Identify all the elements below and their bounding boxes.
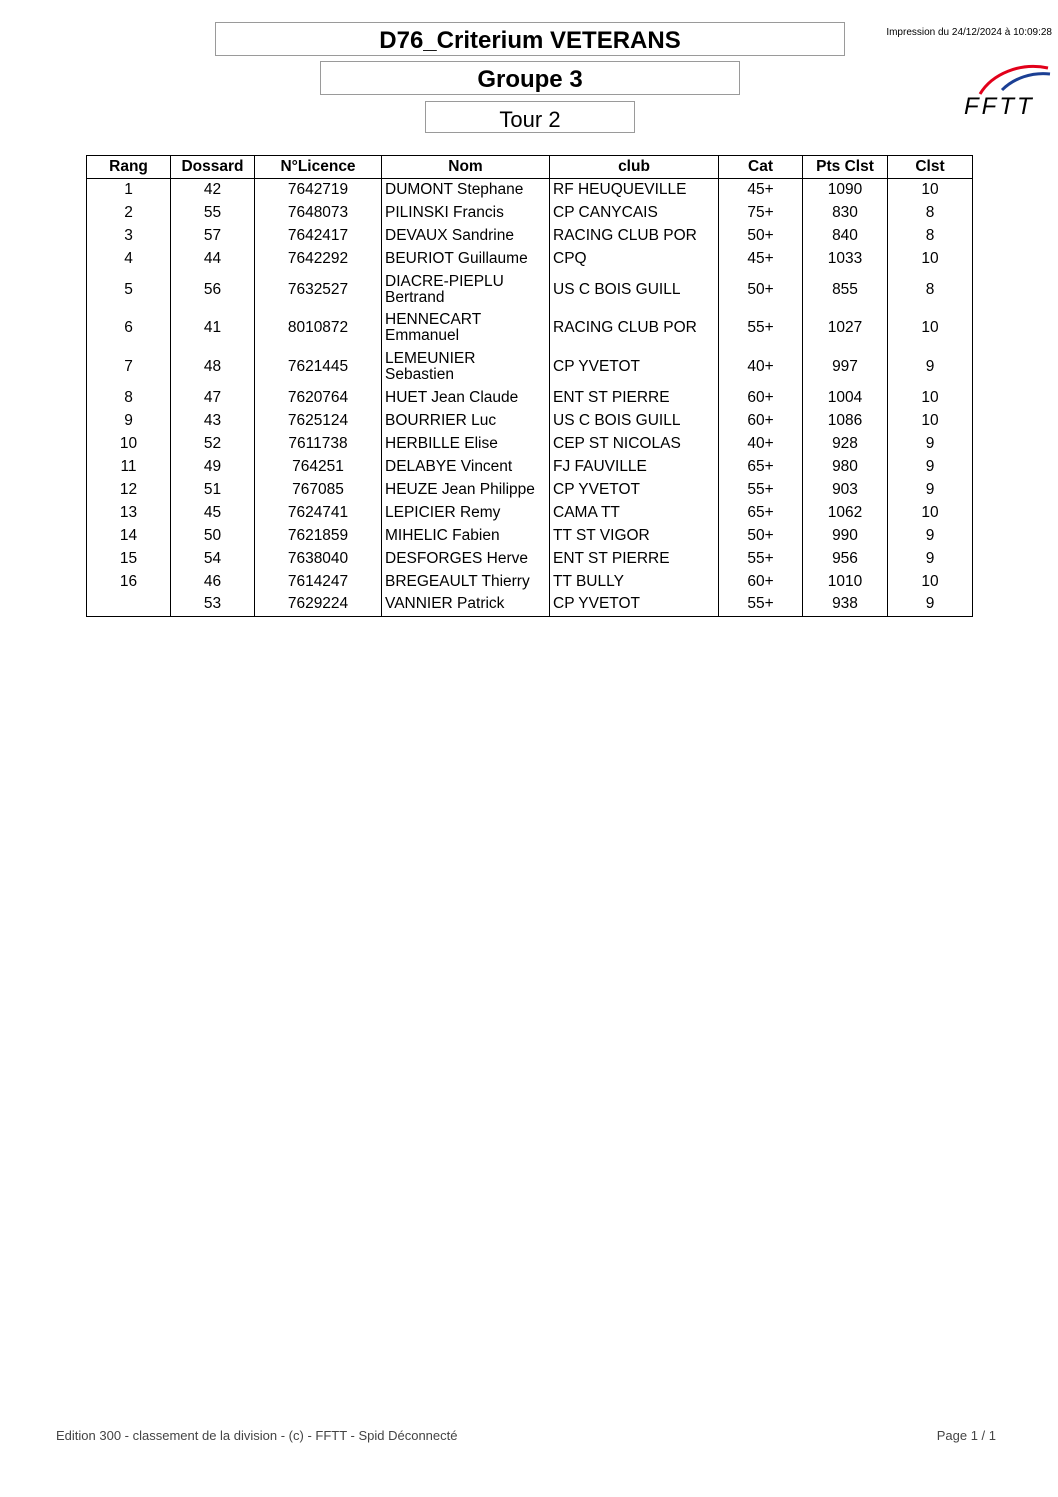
ranking-cell: 9 xyxy=(888,348,973,387)
column-header-dossard: Dossard xyxy=(171,156,255,179)
table-row xyxy=(87,202,973,225)
licence-cell: 7629224 xyxy=(255,593,382,616)
category-cell: 45+ xyxy=(719,248,803,271)
points-cell: 840 xyxy=(803,225,888,248)
ranking-cell: 8 xyxy=(888,225,973,248)
dossard-cell: 47 xyxy=(171,386,255,409)
category-cell: 55+ xyxy=(719,478,803,501)
ranking-cell: 9 xyxy=(888,478,973,501)
name-cell: VANNIER Patrick xyxy=(382,593,550,616)
points-cell: 938 xyxy=(803,593,888,616)
name-cell: LEMEUNIER Sebastien xyxy=(382,348,550,387)
table-row xyxy=(87,570,973,593)
table-row xyxy=(87,455,973,478)
table-row xyxy=(87,179,973,202)
name-cell: DUMONT Stephane xyxy=(382,179,550,202)
club-cell: ENT ST PIERRE xyxy=(550,547,719,570)
points-cell: 1004 xyxy=(803,386,888,409)
club-cell: US C BOIS GUILL xyxy=(550,271,719,310)
table-row xyxy=(87,225,973,248)
name-cell: BOURRIER Luc xyxy=(382,409,550,432)
dossard-cell: 55 xyxy=(171,202,255,225)
rang-cell: 14 xyxy=(87,524,171,547)
logo-blue-swoosh xyxy=(1002,74,1050,90)
category-cell: 65+ xyxy=(719,455,803,478)
ranking-cell: 10 xyxy=(888,570,973,593)
ranking-cell: 10 xyxy=(888,501,973,524)
ranking-cell: 8 xyxy=(888,202,973,225)
category-cell: 55+ xyxy=(719,547,803,570)
points-cell: 1086 xyxy=(803,409,888,432)
licence-cell: 7642292 xyxy=(255,248,382,271)
dossard-cell: 56 xyxy=(171,271,255,310)
name-cell: HENNECART Emmanuel xyxy=(382,309,550,348)
dossard-cell: 51 xyxy=(171,478,255,501)
points-cell: 855 xyxy=(803,271,888,310)
group-title: Groupe 3 xyxy=(320,61,740,95)
dossard-cell: 53 xyxy=(171,593,255,616)
ranking-cell: 10 xyxy=(888,386,973,409)
name-cell: BEURIOT Guillaume xyxy=(382,248,550,271)
column-header-rang: Rang xyxy=(87,156,171,179)
club-cell: RACING CLUB POR xyxy=(550,309,719,348)
ranking-cell: 10 xyxy=(888,309,973,348)
table-row xyxy=(87,309,973,348)
licence-cell: 7642719 xyxy=(255,179,382,202)
dossard-cell: 54 xyxy=(171,547,255,570)
column-header-pts-clst: Pts Clst xyxy=(803,156,888,179)
points-cell: 1033 xyxy=(803,248,888,271)
dossard-cell: 46 xyxy=(171,570,255,593)
dossard-cell: 42 xyxy=(171,179,255,202)
ranking-cell: 9 xyxy=(888,432,973,455)
licence-cell: 7632527 xyxy=(255,271,382,310)
licence-cell: 7621859 xyxy=(255,524,382,547)
points-cell: 956 xyxy=(803,547,888,570)
dossard-cell: 43 xyxy=(171,409,255,432)
rang-cell: 13 xyxy=(87,501,171,524)
category-cell: 45+ xyxy=(719,179,803,202)
ranking-cell: 9 xyxy=(888,524,973,547)
licence-cell: 7642417 xyxy=(255,225,382,248)
rang-cell: 7 xyxy=(87,348,171,387)
table-row xyxy=(87,593,973,616)
rang-cell: 3 xyxy=(87,225,171,248)
category-cell: 75+ xyxy=(719,202,803,225)
licence-cell: 7625124 xyxy=(255,409,382,432)
dossard-cell: 50 xyxy=(171,524,255,547)
points-cell: 997 xyxy=(803,348,888,387)
points-cell: 990 xyxy=(803,524,888,547)
name-cell: DIACRE-PIEPLU Bertrand xyxy=(382,271,550,310)
ranking-cell: 10 xyxy=(888,409,973,432)
category-cell: 40+ xyxy=(719,348,803,387)
rang-cell: 16 xyxy=(87,570,171,593)
category-cell: 55+ xyxy=(719,593,803,616)
table-row xyxy=(87,271,973,310)
points-cell: 1027 xyxy=(803,309,888,348)
table-row xyxy=(87,432,973,455)
club-cell: RF HEUQUEVILLE xyxy=(550,179,719,202)
dossard-cell: 49 xyxy=(171,455,255,478)
points-cell: 980 xyxy=(803,455,888,478)
table-row xyxy=(87,348,973,387)
club-cell: CPQ xyxy=(550,248,719,271)
club-cell: RACING CLUB POR xyxy=(550,225,719,248)
table-row xyxy=(87,478,973,501)
table-row xyxy=(87,547,973,570)
club-cell: TT BULLY xyxy=(550,570,719,593)
rang-cell: 2 xyxy=(87,202,171,225)
rang-cell: 9 xyxy=(87,409,171,432)
licence-cell: 7624741 xyxy=(255,501,382,524)
points-cell: 830 xyxy=(803,202,888,225)
table-row xyxy=(87,409,973,432)
club-cell: CP YVETOT xyxy=(550,593,719,616)
club-cell: CP YVETOT xyxy=(550,478,719,501)
dossard-cell: 41 xyxy=(171,309,255,348)
document-title: D76_Criterium VETERANS xyxy=(215,22,845,56)
rang-cell xyxy=(87,593,171,616)
rang-cell: 15 xyxy=(87,547,171,570)
club-cell: TT ST VIGOR xyxy=(550,524,719,547)
name-cell: HEUZE Jean Philippe xyxy=(382,478,550,501)
points-cell: 903 xyxy=(803,478,888,501)
footer-page-number: Page 1 / 1 xyxy=(936,1428,996,1443)
licence-cell: 7614247 xyxy=(255,570,382,593)
fftt-logo xyxy=(962,60,1054,120)
table-row xyxy=(87,386,973,409)
club-cell: FJ FAUVILLE xyxy=(550,455,719,478)
name-cell: HUET Jean Claude xyxy=(382,386,550,409)
dossard-cell: 48 xyxy=(171,348,255,387)
name-cell: DEVAUX Sandrine xyxy=(382,225,550,248)
tour-title: Tour 2 xyxy=(425,101,635,133)
column-header-licence: N°Licence xyxy=(255,156,382,179)
category-cell: 65+ xyxy=(719,501,803,524)
category-cell: 60+ xyxy=(719,409,803,432)
category-cell: 60+ xyxy=(719,570,803,593)
results-table xyxy=(86,155,973,617)
points-cell: 1010 xyxy=(803,570,888,593)
licence-cell: 7621445 xyxy=(255,348,382,387)
club-cell: CAMA TT xyxy=(550,501,719,524)
ranking-cell: 9 xyxy=(888,593,973,616)
rang-cell: 6 xyxy=(87,309,171,348)
licence-cell: 7638040 xyxy=(255,547,382,570)
points-cell: 1062 xyxy=(803,501,888,524)
licence-cell: 8010872 xyxy=(255,309,382,348)
category-cell: 40+ xyxy=(719,432,803,455)
dossard-cell: 57 xyxy=(171,225,255,248)
table-header-row xyxy=(87,156,973,179)
column-header-clst: Clst xyxy=(888,156,973,179)
ranking-cell: 8 xyxy=(888,271,973,310)
licence-cell: 7611738 xyxy=(255,432,382,455)
rang-cell: 8 xyxy=(87,386,171,409)
dossard-cell: 44 xyxy=(171,248,255,271)
rang-cell: 11 xyxy=(87,455,171,478)
category-cell: 55+ xyxy=(719,309,803,348)
name-cell: DELABYE Vincent xyxy=(382,455,550,478)
category-cell: 50+ xyxy=(719,271,803,310)
column-header-cat: Cat xyxy=(719,156,803,179)
table-row xyxy=(87,524,973,547)
club-cell: CP YVETOT xyxy=(550,348,719,387)
ranking-cell: 9 xyxy=(888,547,973,570)
club-cell: CEP ST NICOLAS xyxy=(550,432,719,455)
club-cell: ENT ST PIERRE xyxy=(550,386,719,409)
rang-cell: 4 xyxy=(87,248,171,271)
print-date: Impression du 24/12/2024 à 10:09:28 xyxy=(886,27,1052,38)
table-row xyxy=(87,248,973,271)
name-cell: BREGEAULT Thierry xyxy=(382,570,550,593)
category-cell: 50+ xyxy=(719,524,803,547)
club-cell: CP CANYCAIS xyxy=(550,202,719,225)
rang-cell: 5 xyxy=(87,271,171,310)
column-header-club: club xyxy=(550,156,719,179)
name-cell: HERBILLE Elise xyxy=(382,432,550,455)
name-cell: MIHELIC Fabien xyxy=(382,524,550,547)
column-header-nom: Nom xyxy=(382,156,550,179)
name-cell: DESFORGES Herve xyxy=(382,547,550,570)
ranking-cell: 10 xyxy=(888,248,973,271)
footer-edition: Edition 300 - classement de la division - (c) - FFTT - Spid Déconnecté xyxy=(56,1428,458,1443)
rang-cell: 1 xyxy=(87,179,171,202)
club-cell: US C BOIS GUILL xyxy=(550,409,719,432)
licence-cell: 764251 xyxy=(255,455,382,478)
category-cell: 60+ xyxy=(719,386,803,409)
ranking-cell: 10 xyxy=(888,179,973,202)
points-cell: 928 xyxy=(803,432,888,455)
licence-cell: 7648073 xyxy=(255,202,382,225)
licence-cell: 7620764 xyxy=(255,386,382,409)
ranking-cell: 9 xyxy=(888,455,973,478)
rang-cell: 12 xyxy=(87,478,171,501)
name-cell: PILINSKI Francis xyxy=(382,202,550,225)
category-cell: 50+ xyxy=(719,225,803,248)
dossard-cell: 52 xyxy=(171,432,255,455)
name-cell: LEPICIER Remy xyxy=(382,501,550,524)
table-row xyxy=(87,501,973,524)
licence-cell: 767085 xyxy=(255,478,382,501)
rang-cell: 10 xyxy=(87,432,171,455)
logo-text: FFTT xyxy=(964,93,1035,120)
dossard-cell: 45 xyxy=(171,501,255,524)
points-cell: 1090 xyxy=(803,179,888,202)
